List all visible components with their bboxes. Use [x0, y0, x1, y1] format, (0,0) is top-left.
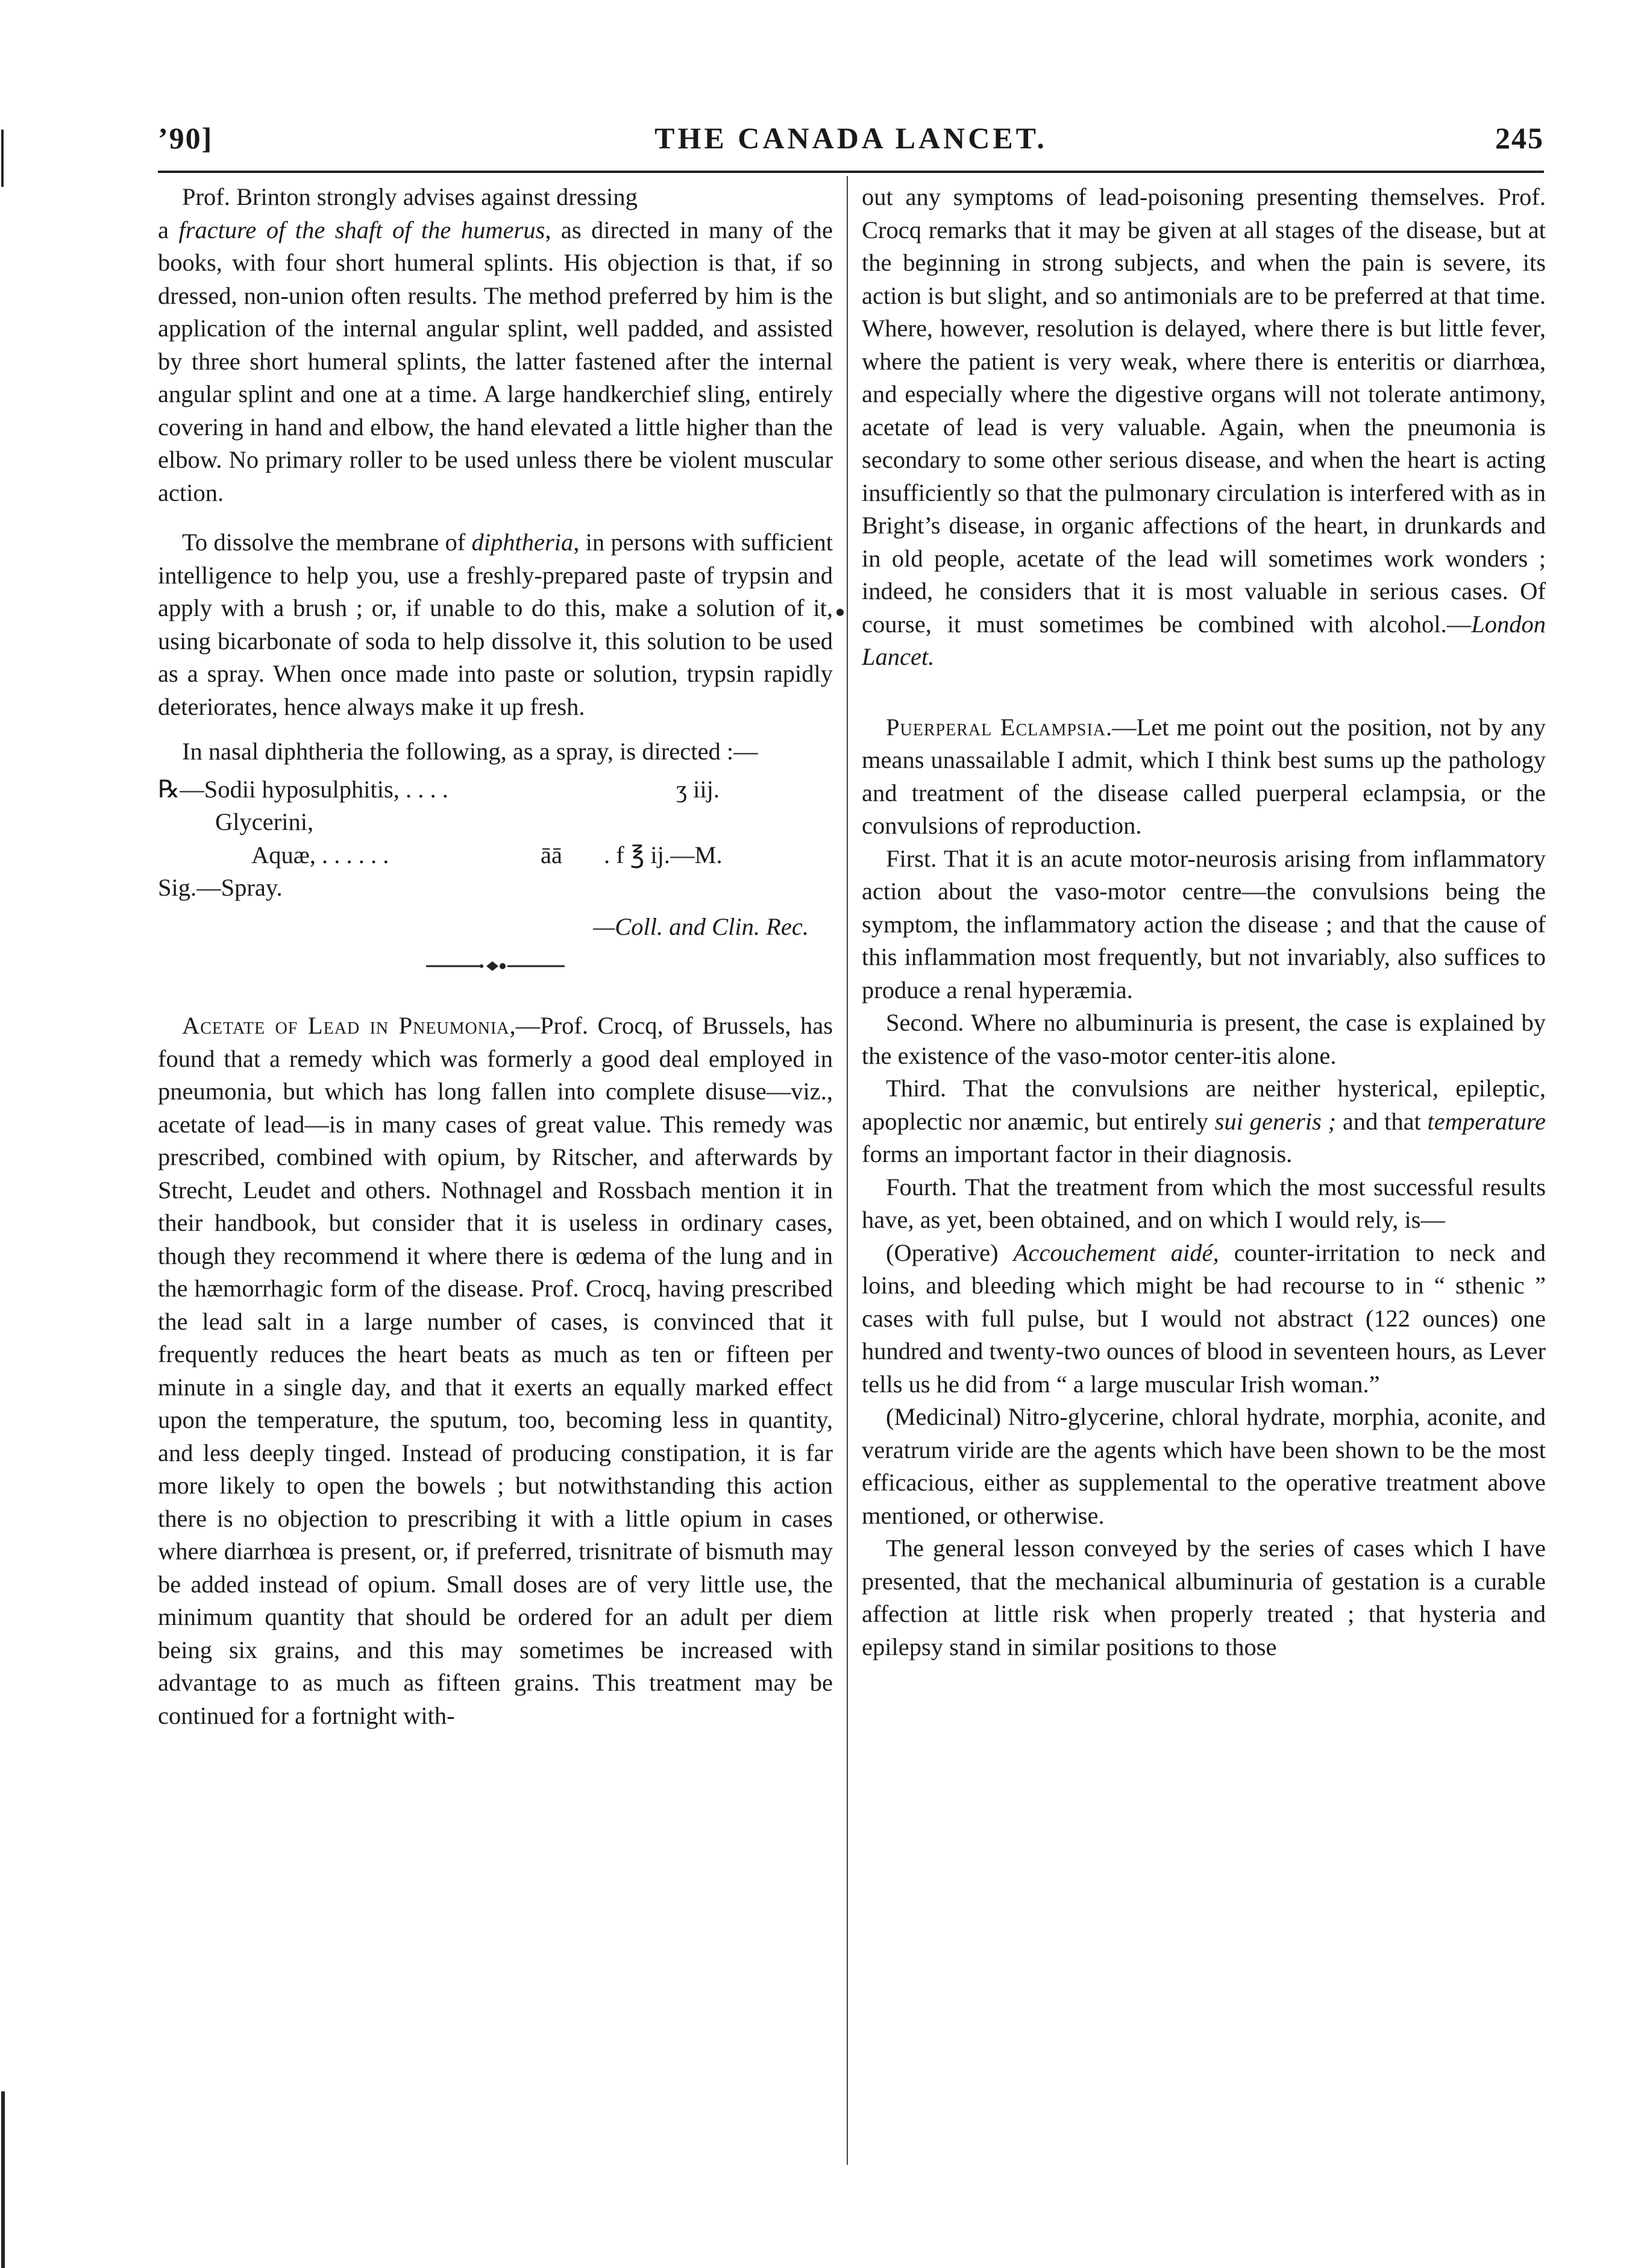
acetate-continued-text: out any symptoms of lead-poisoning presenting themselves. Prof. Crocq remarks that it may be given at all stages of the disease, but at the beginning in strong subjects, and when the pain is severe, its action is but slight, and so antimonials are to be preferred at that time. Where, however, resolution is delayed, where there is but little fever, where the patient is very weak, where there is enteritis or diarrhœa, and especially where the digestive organs will not tolerate antimony, acetate of lead is very valuable. Again, when the pneumonia is secondary to some other serious disease, and when the heart is acting insufficiently so that the pulmonary circulation is interfered with as in Bright’s disease, in organic affections of the heart, in drunkards and in old people, acetate of the lead will sometimes work wonders ; indeed, he considers that it is most valuable in serious cases. Of course, it must sometimes be combined with alcohol.—	[862, 183, 1546, 638]
puerperal-paragraph	[862, 711, 1546, 843]
third-em1: sui generis ;	[1214, 1107, 1337, 1135]
rx-line1-dose: ʒ iij.	[676, 775, 720, 803]
section-ornament	[426, 958, 565, 975]
diphtheria-a: To dissolve the membrane of	[182, 529, 472, 556]
diphtheria-paragraph	[158, 526, 833, 723]
brinton-line2a: a	[158, 216, 179, 243]
page-number: 245	[1495, 121, 1544, 155]
column-divider	[847, 176, 848, 2165]
header-rule	[158, 171, 1544, 173]
rx-line3-aa: āā	[541, 841, 562, 869]
running-header	[158, 121, 1544, 163]
brinton-rest: in many of the books, with four short humeral splints. His objection is that, if so dressed, non-union often results. The method preferred by him is the application of the internal angular splint, well padded, and assisted by three short humeral splints, the latter fastened after the internal angular splint and one at a time. A large handkerchief sling, entirely covering in hand and elbow, the hand elevated a little higher than the elbow. No primary roller to be used unless there be violent muscular action.	[158, 216, 833, 506]
operative-paragraph	[862, 1237, 1546, 1401]
second-paragraph: Second. Where no albuminuria is present, the case is explained by the existence of the vaso-motor center-itis alone.	[862, 1009, 1546, 1069]
acetate-continued	[862, 181, 1546, 674]
operative-em: Accouchement aidé,	[1013, 1239, 1219, 1266]
third-paragraph	[862, 1072, 1546, 1171]
operative-b: counter-irritation to neck and loins, and bleeding which might be had recourse to in “ sthenic ” cases with full pulse, but I would not abstract (122 ounces) one hundred and twenty-two ounces of blood in seventeen hours, as Lever tells us he did from “ a large muscular Irish woman.”	[862, 1239, 1546, 1398]
diphtheria-b: , in persons with sufficient intelligence to help you, use a freshly-prepared paste of trypsin and apply with a brush ; or, if unable to do this, make a solution of it, using bicarbonate of soda to help dissolve it, this solution to be used as a spray. When once made into paste or solution, trypsin rapidly deteriorates, hence always make it up fresh.	[158, 529, 833, 720]
rx-line3-dose: . f ℥ ij.—M.	[604, 841, 723, 869]
brinton-line1: Prof. Brinton strongly advises against dressing	[182, 183, 638, 210]
source-london-lancet: London Lancet.	[862, 610, 1546, 670]
right-column	[862, 181, 1546, 1663]
third-c: forms an important factor in their diagnosis.	[862, 1140, 1293, 1167]
source-coll-clin: —Coll. and Clin. Rec.	[593, 913, 809, 940]
acetate-paragraph	[158, 1010, 833, 1732]
journal-title: THE CANADA LANCET.	[654, 121, 1047, 155]
prescription	[158, 773, 833, 944]
fourth-paragraph: Fourth. That the treatment from which the most successful results have, as yet, been obtained, and on which I would rely, is—	[862, 1173, 1546, 1233]
brinton-paragraph	[158, 181, 833, 509]
header-year: ’90]	[158, 121, 213, 155]
acetate-text: ,—Prof. Crocq, of Brussels, has found that a remedy which was formerly a good deal employed in pneumonia, but which has long fallen into complete disuse—viz., acetate of lead—is in many cases of great value. This remedy was prescribed, combined with opium, by Ritscher, and afterwards by Strecht, Leudet and others. Nothnagel and Rossbach mention it in their handbook, but consider that it is useless in ordinary cases, though they recommend it where there is œdema of the lung and in the hæmorrhagic form of the disease. Prof. Crocq, having prescribed the lead salt in a large number of cases, is convinced that it frequently reduces the heart beats as much as ten or fifteen per minute in a single day, and that it exerts an equally marked effect upon the temperature, the sputum, too, becoming less in quantity, and less deeply tinged. Instead of producing constipation, it is far more likely to open the bowels ; but notwithstanding this action there is no objection to prescribing it with a little opium in cases where diarrhœa is present, or, if preferred, trisnitrate of bismuth may be added instead of opium. Small doses are of very little use, the minimum quantity that should be ordered for an adult per diem being six grains, and this may sometimes be increased with advantage to as much as fifteen grains. This treatment may be continued for a fortnight with-	[158, 1012, 833, 1729]
rx-line2: Glycerini,	[215, 808, 314, 835]
puerperal-heading: Puerperal Eclampsia	[886, 713, 1106, 741]
rx-line3: Aquæ, . . . . . .	[251, 841, 389, 869]
brinton-line2b: , as directed	[545, 216, 670, 243]
acetate-heading: Acetate of Lead in Pneumonia	[182, 1012, 510, 1039]
brinton-emphasis: fracture of the shaft of the humerus	[178, 216, 545, 243]
third-b: and that	[1336, 1107, 1428, 1135]
nasal-paragraph: In nasal diphtheria the following, as a spray, is directed :—	[182, 738, 758, 765]
third-a: Third. That the convulsions are neither hysterical, epileptic, apoplectic nor anæmic, but entirely	[862, 1075, 1546, 1135]
left-column	[158, 181, 833, 1744]
first-paragraph: First. That it is an acute motor-neurosis arising from inflammatory action about the vaso-motor centre—the convulsions being the symptom, the inflammatory action the disease ; and that the cause of this inflammation most frequently, but not invariably, also suffices to produce a renal hyperæmia.	[862, 844, 1546, 1004]
margin-rule-bottom	[1, 2091, 5, 2268]
operative-a: (Operative)	[886, 1239, 1014, 1266]
ink-dot	[836, 609, 844, 616]
margin-rule-top	[1, 130, 4, 187]
rx-line4: Sig.—Spray.	[158, 874, 283, 901]
rx-line1: ℞—Sodii hyposulphitis, . . . .	[158, 775, 448, 803]
general-paragraph: The general lesson conveyed by the series of cases which I have presented, that the mechanical albuminuria of gestation is a curable affection at little risk when properly treated ; that hysteria and epilepsy stand in similar positions to those	[862, 1535, 1546, 1660]
puerperal-text: .—Let me point out the position, not by any means unassailable I admit, which I think best sums up the pathology and treatment of the disease called puerperal eclampsia, or the convulsions of reproduction.	[862, 713, 1546, 839]
third-em2: temperature	[1427, 1107, 1546, 1135]
diphtheria-emphasis: diphtheria	[471, 529, 574, 556]
medicinal-paragraph: (Medicinal) Nitro-glycerine, chloral hydrate, morphia, aconite, and veratrum viride are the agents which have been shown to be the most efficacious, either as supplemental to the operative treatment above mentioned, or otherwise.	[862, 1403, 1546, 1529]
